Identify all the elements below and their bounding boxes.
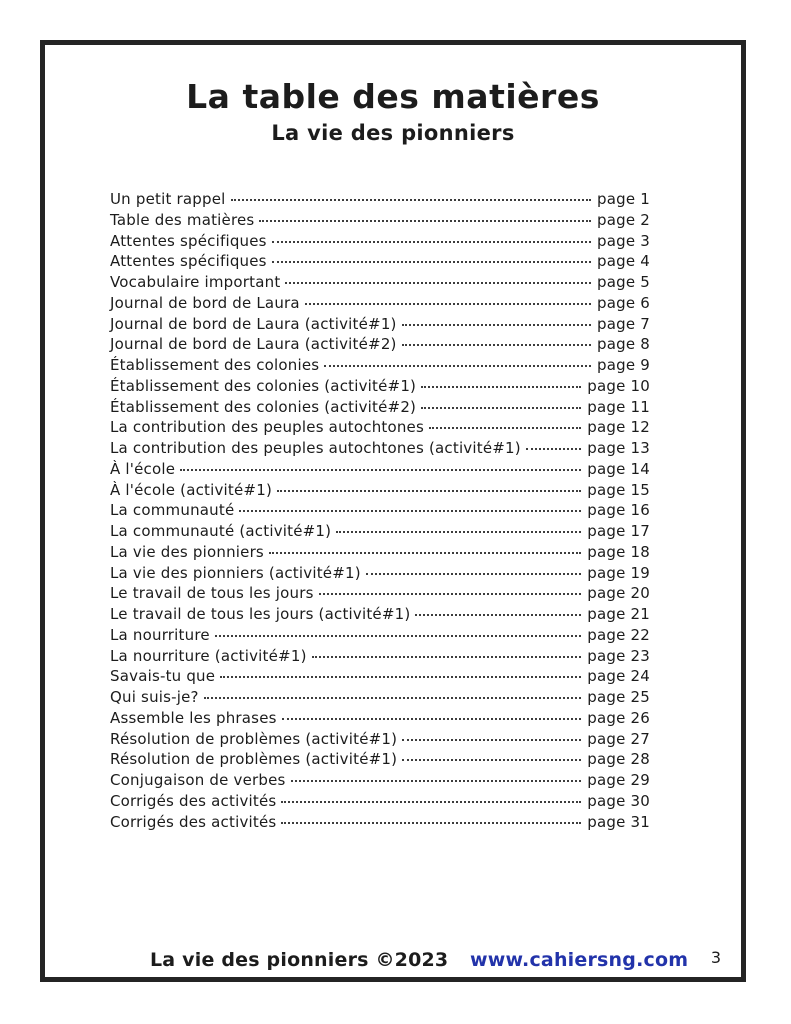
toc-entry-page: page 6 <box>597 293 650 312</box>
toc-dotted-leader <box>366 573 582 575</box>
toc-entry-page: page 8 <box>597 335 650 354</box>
toc-entry-title: Corrigés des activités <box>110 791 277 810</box>
footer-copyright: La vie des pionniers ©2023 <box>150 949 449 971</box>
toc-entry-page: page 16 <box>587 501 650 520</box>
toc-row <box>110 564 650 585</box>
toc-entry-title: Vocabulaire important <box>110 273 281 291</box>
toc-dotted-leader <box>429 427 581 429</box>
toc-entry-page: page 18 <box>587 542 650 561</box>
toc-dotted-leader <box>180 469 581 471</box>
toc-row <box>110 211 650 232</box>
toc-dotted-leader <box>285 282 591 284</box>
toc-dotted-leader <box>324 365 591 367</box>
toc-entry-page: page 2 <box>597 210 650 229</box>
toc-entry-title: Qui suis-je? <box>110 688 199 706</box>
toc-dotted-leader <box>402 759 581 761</box>
toc-row <box>110 709 650 730</box>
toc-row <box>110 252 650 273</box>
toc-dotted-leader <box>231 199 592 201</box>
page-number: 3 <box>710 948 721 967</box>
toc-entry-title: Attentes spécifiques <box>110 252 267 271</box>
toc-entry-page: page 13 <box>587 439 650 457</box>
toc-entry-title: Résolution de problèmes (activité#1) <box>110 750 398 769</box>
toc-entry-title: Résolution de problèmes (activité#1) <box>110 729 398 748</box>
toc-row <box>110 273 650 294</box>
toc-entry-title: La vie des pionniers <box>110 542 264 561</box>
toc-row <box>110 543 650 564</box>
toc-row <box>110 315 650 336</box>
toc-dotted-leader <box>312 656 582 658</box>
toc-entry-page: page 14 <box>587 459 650 478</box>
toc-dotted-leader <box>291 780 582 782</box>
toc-entry-title: Table des matières <box>110 210 255 229</box>
toc-entry-title: Journal de bord de Laura <box>110 293 300 312</box>
toc-entry-title: Établissement des colonies (activité#1) <box>110 376 417 395</box>
toc-entry-title: Journal de bord de Laura (activité#2) <box>110 335 397 354</box>
toc-entry-page: page 11 <box>587 397 650 416</box>
toc-entry-title: La nourriture <box>110 625 210 644</box>
toc-row <box>110 584 650 605</box>
toc-dotted-leader <box>220 676 581 678</box>
toc-entry-page: page 10 <box>587 376 650 395</box>
toc-entry-title: La vie des pionniers (activité#1) <box>110 563 361 582</box>
toc-row <box>110 335 650 356</box>
toc-row <box>110 377 650 398</box>
toc-dotted-leader <box>239 510 581 512</box>
toc-entry-title: Conjugaison de verbes <box>110 771 286 789</box>
toc-entry-page: page 9 <box>597 356 650 374</box>
toc-dotted-leader <box>269 552 581 554</box>
toc-dotted-leader <box>305 303 591 305</box>
toc-dotted-leader <box>204 697 582 699</box>
toc-entry-page: page 17 <box>587 522 650 540</box>
toc-row <box>110 688 650 709</box>
toc-entry-page: page 21 <box>587 605 650 623</box>
toc-dotted-leader <box>421 386 581 388</box>
toc-dotted-leader <box>281 801 581 803</box>
toc-row <box>110 750 650 771</box>
toc-entry-title: Attentes spécifiques <box>110 231 267 250</box>
toc-row <box>110 294 650 315</box>
toc-entry-title: Établissement des colonies (activité#2) <box>110 397 417 416</box>
toc-entry-page: page 23 <box>587 646 650 665</box>
toc-row <box>110 605 650 626</box>
toc-dotted-leader <box>402 739 581 741</box>
toc-entry-title: Corrigés des activités <box>110 812 277 831</box>
toc-row <box>110 522 650 543</box>
toc-row <box>110 792 650 813</box>
toc-row <box>110 730 650 751</box>
toc-dotted-leader <box>277 490 581 492</box>
toc-entry-title: La contribution des peuples autochtones <box>110 418 425 437</box>
toc-entry-title: À l'école <box>110 459 176 478</box>
toc-entry-page: page 28 <box>587 750 650 769</box>
toc-row <box>110 356 650 377</box>
page-title: La table des matières <box>186 77 600 116</box>
toc-row <box>110 481 650 502</box>
toc-entry-page: page 29 <box>587 771 650 789</box>
toc-entry-page: page 25 <box>587 688 650 706</box>
toc-dotted-leader <box>281 822 581 824</box>
toc-dotted-leader <box>526 448 581 450</box>
toc-entry-page: page 30 <box>587 791 650 810</box>
toc-row <box>110 398 650 419</box>
toc-dotted-leader <box>336 531 581 533</box>
toc-entry-page: page 15 <box>587 480 650 499</box>
toc-dotted-leader <box>402 324 591 326</box>
toc-list <box>110 190 650 833</box>
toc-entry-page: page 1 <box>597 190 650 208</box>
footer-website-link[interactable]: www.cahiersng.com <box>470 949 689 971</box>
toc-row <box>110 418 650 439</box>
toc-row <box>110 626 650 647</box>
toc-entry-title: Savais-tu que <box>110 667 216 686</box>
toc-entry-title: Un petit rappel <box>110 190 226 208</box>
toc-entry-page: page 5 <box>597 273 650 291</box>
toc-row <box>110 460 650 481</box>
toc-row <box>110 667 650 688</box>
toc-entry-title: Assemble les phrases <box>110 708 277 727</box>
toc-row <box>110 439 650 460</box>
toc-row <box>110 647 650 668</box>
toc-entry-title: La communauté <box>110 501 235 520</box>
toc-entry-page: page 22 <box>587 625 650 644</box>
toc-entry-page: page 27 <box>587 729 650 748</box>
toc-dotted-leader <box>215 635 581 637</box>
toc-entry-title: La contribution des peuples autochtones (activité#1) <box>110 439 521 457</box>
toc-row <box>110 232 650 253</box>
toc-row <box>110 771 650 792</box>
toc-entry-page: page 19 <box>587 563 650 582</box>
page-border <box>40 40 746 982</box>
toc-entry-page: page 26 <box>587 708 650 727</box>
toc-entry-page: page 12 <box>587 418 650 437</box>
toc-dotted-leader <box>319 593 582 595</box>
toc-row <box>110 813 650 834</box>
toc-entry-page: page 3 <box>597 231 650 250</box>
toc-dotted-leader <box>282 718 582 720</box>
toc-entry-title: Établissement des colonies <box>110 356 320 374</box>
toc-entry-page: page 7 <box>597 314 650 333</box>
toc-entry-title: Le travail de tous les jours (activité#1) <box>110 605 411 623</box>
toc-entry-title: À l'école (activité#1) <box>110 480 272 499</box>
toc-dotted-leader <box>272 241 591 243</box>
toc-dotted-leader <box>415 614 581 616</box>
toc-entry-title: Le travail de tous les jours <box>110 584 314 603</box>
toc-entry-page: page 4 <box>597 252 650 271</box>
toc-entry-title: La communauté (activité#1) <box>110 522 332 540</box>
toc-entry-page: page 20 <box>587 584 650 603</box>
toc-row <box>110 501 650 522</box>
toc-entry-page: page 24 <box>587 667 650 686</box>
toc-entry-title: Journal de bord de Laura (activité#1) <box>110 314 397 333</box>
toc-dotted-leader <box>402 344 591 346</box>
toc-entry-title: La nourriture (activité#1) <box>110 646 307 665</box>
toc-row <box>110 190 650 211</box>
toc-dotted-leader <box>259 220 591 222</box>
toc-dotted-leader <box>421 407 581 409</box>
toc-dotted-leader <box>272 261 591 263</box>
page-subtitle: La vie des pionniers <box>271 120 515 145</box>
toc-entry-page: page 31 <box>587 812 650 831</box>
